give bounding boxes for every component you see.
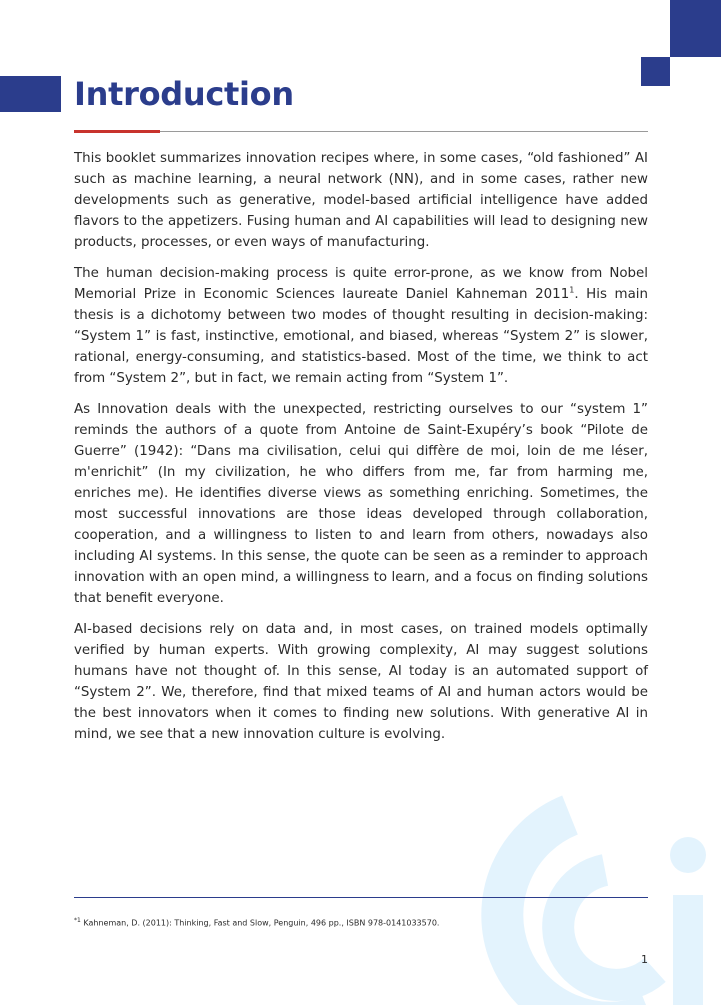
paragraph: AI-based decisions rely on data and, in most cases, on trained models optimally verified by human experts. With growing complexity, AI may suggest solutions humans have not thought of. In this sense, AI today is an automated support of “System 2”. We, therefore, find that mixed teams of AI and human actors would be the best innovators when it comes to finding new solutions. With generative AI in mind, we see that a new innovation culture is evolving. [74,622,648,742]
body-text [74,148,648,755]
corner-square-top-right [670,0,721,57]
title-rule [74,131,648,132]
page-number: 1 [641,953,648,966]
footnote: $^{*1}$ Kahneman, D. (2011): Thinking, Fast and Slow, Penguin, 496 pp., ISBN 978-0141033570. [74,917,440,928]
paragraph: As Innovation deals with the unexpected, restricting ourselves to our “system 1” reminds the authors of a quote from Antoine de Saint-Exupéry’s book “Pilote de Guerre” (1942): “Dans ma civilisation, celui qui diffère de moi, loin de me léser, m'enrichit” (In my civilization, he who differs from me, far from harming me, enriches me). He identifies diverse views as something enriching. Sometimes, the most successful innovations are those ideas developed through collaboration, cooperation, and a willingness to listen to and learn from others, nowadays also including AI systems. In this sense, the quote can be seen as a reminder to approach innovation with an open mind, a willingness to learn, and a focus on finding solutions that benefit everyone. [74,402,648,606]
corner-square-left [0,76,61,112]
title-accent-rule [74,130,160,133]
corner-square-small [641,57,670,86]
logo-watermark [440,775,721,1005]
page-title: Introduction [74,75,294,113]
footnote-ref: 1 [569,285,575,295]
paragraph: This booklet summarizes innovation recipes where, in some cases, “old fashioned” AI such as machine learning, a neural network (NN), and in some cases, rather new developments such as generative, model-based artificial intelligence have added flavors to the appetizers. Fusing human and AI capabilities will lead to designing new products, processes, or even ways of manufacturing. [74,151,648,250]
footnote-rule [74,897,648,898]
footnote-mark: *1 [74,917,81,924]
paragraph: The human decision-making process is quite error-prone, as we know from Nobel Memorial Prize in Economic Sciences laureate Daniel Kahneman 2011$^1$. His main thesis is a dichotomy between two modes of thought resulting in decision-making: “System 1” is fast, instinctive, emotional, and biased, whereas “System 2” is slower, rational, energy-consuming, and statistics-based. Most of the time, we think to act from “System 2”, but in fact, we remain acting from “System 1”. [74,266,649,386]
